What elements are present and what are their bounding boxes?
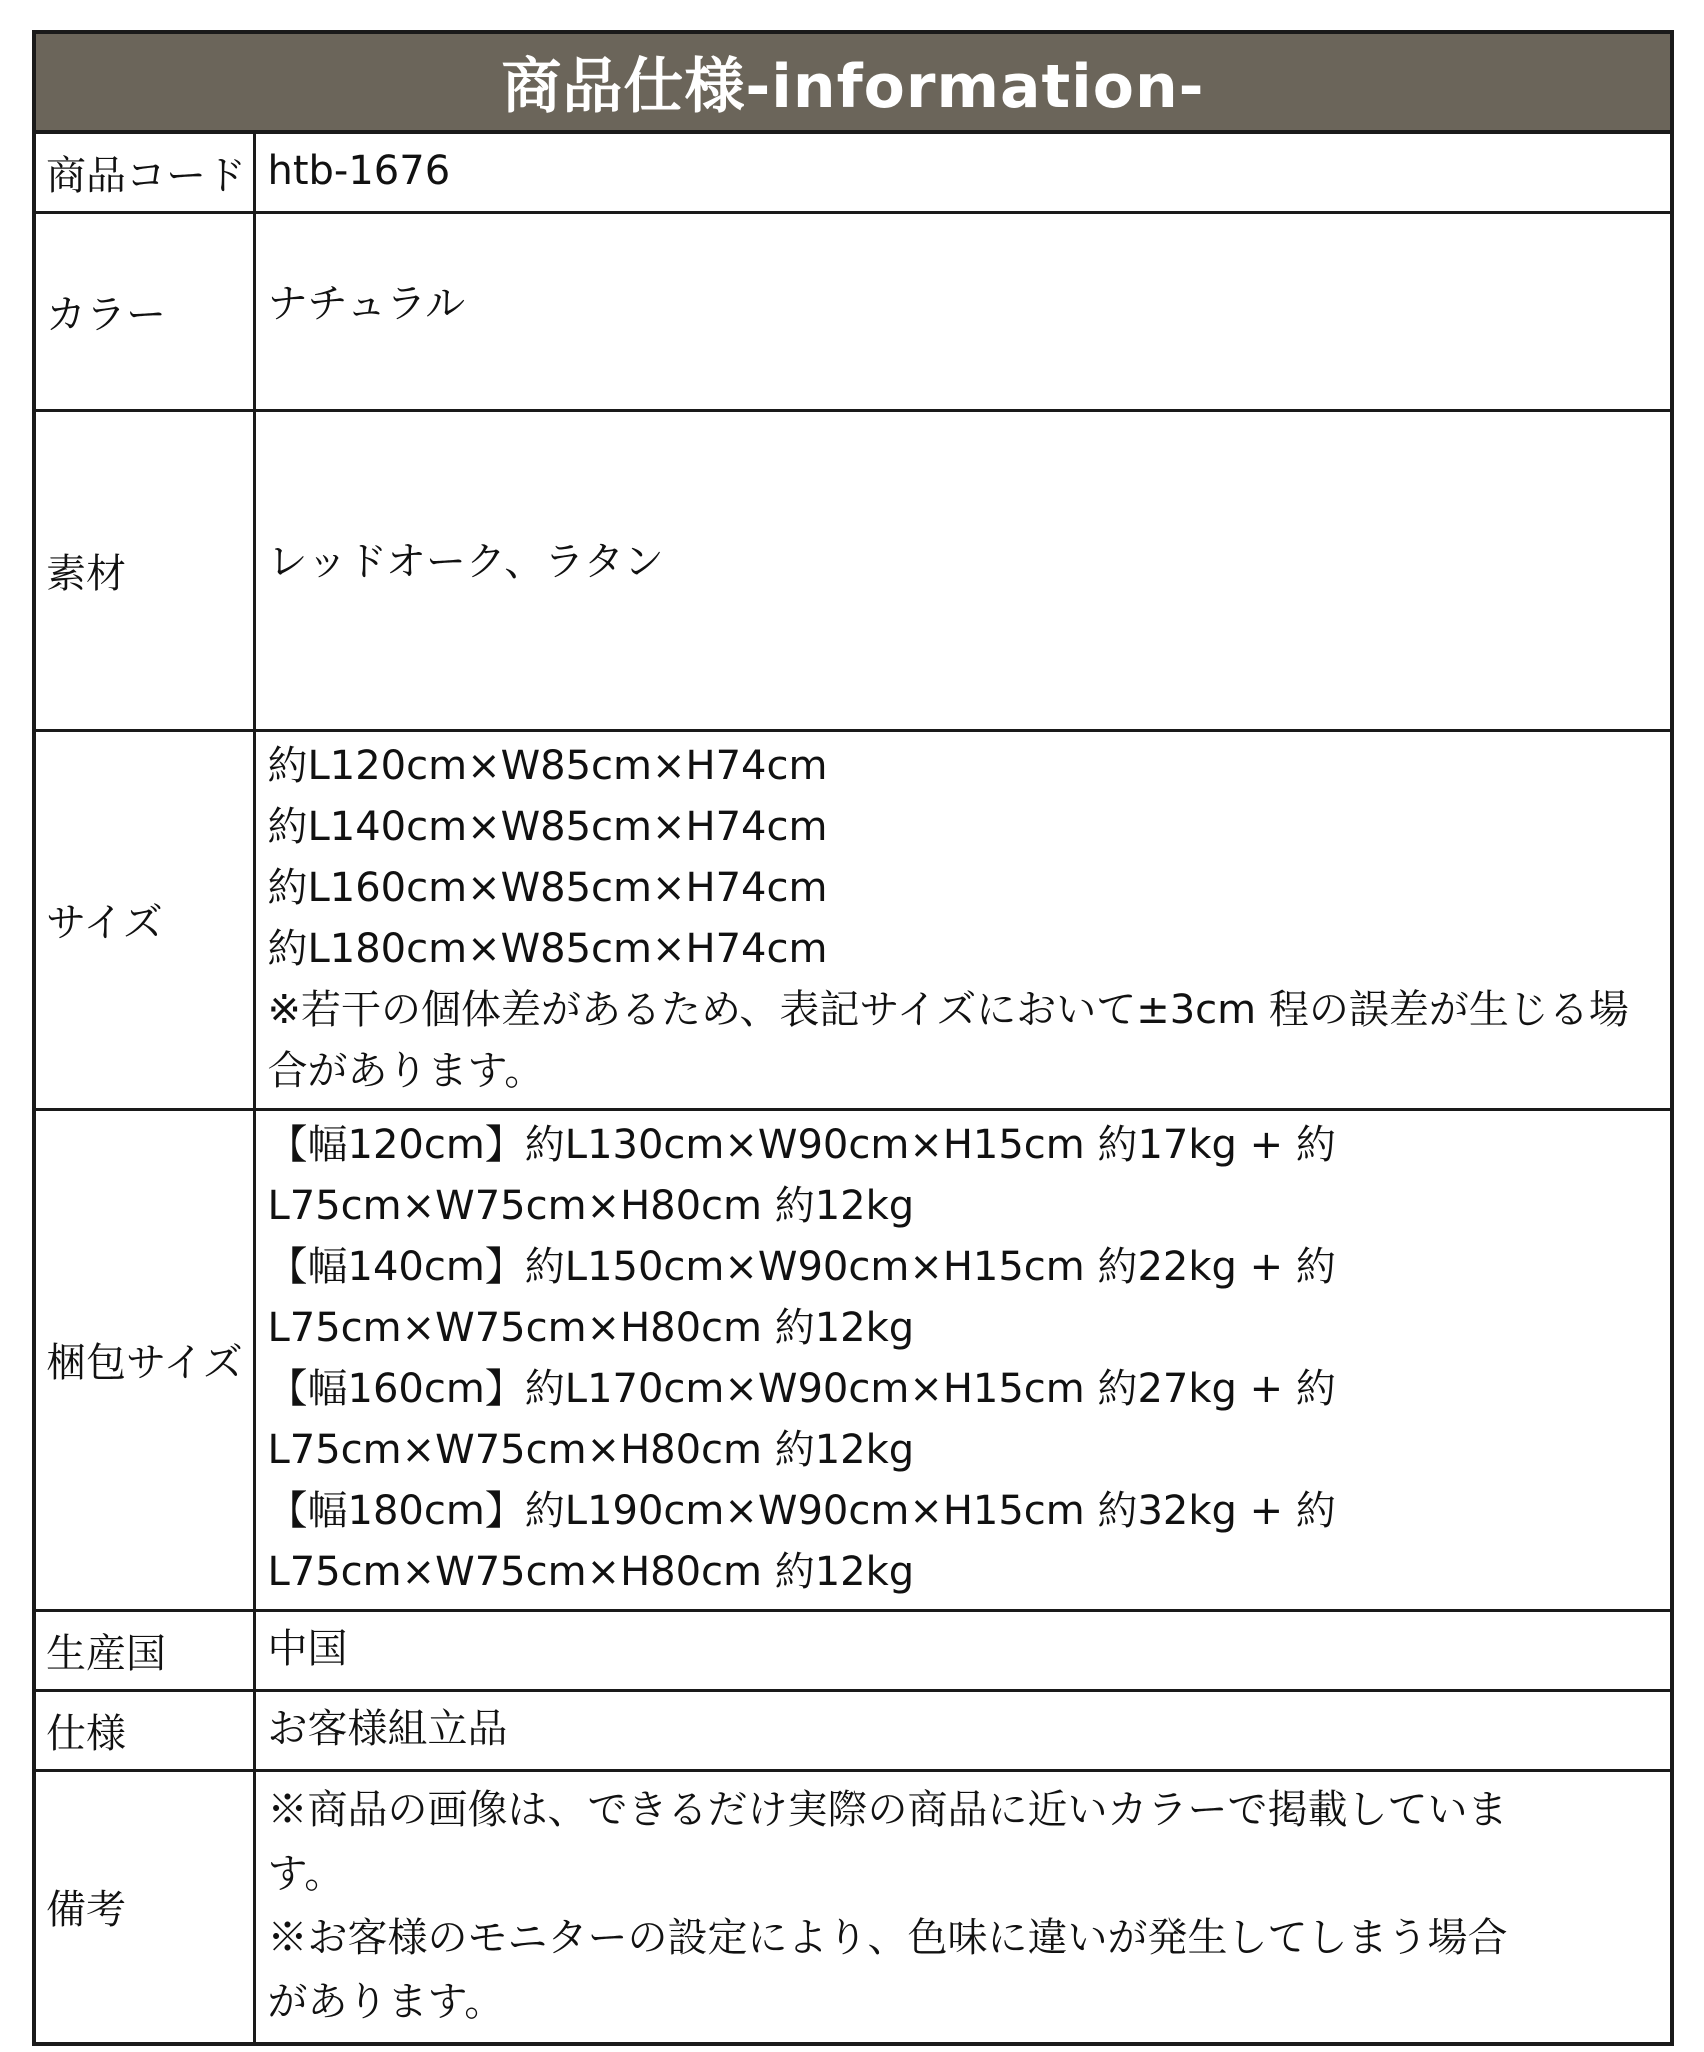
row-material bbox=[36, 410, 1670, 730]
spec-rows bbox=[36, 134, 1670, 2042]
value-line: 約L120cm×W85cm×H74cm bbox=[267, 742, 828, 789]
value-line: ナチュラル bbox=[267, 280, 466, 327]
value-line: 約L140cm×W85cm×H74cm bbox=[267, 803, 828, 850]
row-color bbox=[36, 212, 1670, 410]
value-line: 【幅160cm】約L170cm×W90cm×H15cm 約27kg + 約 bbox=[267, 1365, 1336, 1412]
spec-title: 商品仕様-information- bbox=[36, 34, 1670, 134]
value-line: L75cm×W75cm×H80cm 約12kg bbox=[267, 1304, 915, 1351]
label-notes: 備考 bbox=[36, 1770, 254, 2042]
value-line: 合があります。 bbox=[267, 1047, 545, 1094]
label-size: サイズ bbox=[36, 730, 254, 1109]
value-line: L75cm×W75cm×H80cm 約12kg bbox=[267, 1182, 915, 1229]
row-notes bbox=[36, 1770, 1670, 2042]
value-line: す。 bbox=[267, 1850, 345, 1897]
label-product-code: 商品コード bbox=[36, 134, 254, 212]
value-line: htb-1676 bbox=[267, 147, 451, 194]
label-package-size: 梱包サイズ bbox=[36, 1109, 254, 1610]
label-spec: 仕様 bbox=[36, 1690, 254, 1770]
label-color: カラー bbox=[36, 212, 254, 410]
value-line: 中国 bbox=[267, 1625, 348, 1672]
value-country bbox=[254, 1610, 1670, 1690]
value-line: 約L180cm×W85cm×H74cm bbox=[267, 925, 828, 972]
value-color bbox=[254, 212, 1670, 410]
value-line: ※お客様のモニターの設定により、色味に違いが発生してしまう場合 bbox=[267, 1914, 1508, 1961]
value-line: 約L160cm×W85cm×H74cm bbox=[267, 864, 828, 911]
value-product-code bbox=[254, 134, 1670, 212]
row-country bbox=[36, 1610, 1670, 1690]
row-size bbox=[36, 730, 1670, 1109]
value-line: ※若干の個体差があるため、表記サイズにおいて±3cm 程の誤差が生じる場 bbox=[267, 986, 1629, 1033]
value-line: があります。 bbox=[267, 1978, 505, 2025]
value-material bbox=[254, 410, 1670, 730]
value-line: お客様組立品 bbox=[267, 1705, 508, 1752]
value-line: 【幅180cm】約L190cm×W90cm×H15cm 約32kg + 約 bbox=[267, 1487, 1336, 1534]
row-package-size bbox=[36, 1109, 1670, 1610]
row-product-code bbox=[36, 134, 1670, 212]
value-line: ※商品の画像は、できるだけ実際の商品に近いカラーで掲載していま bbox=[267, 1786, 1508, 1833]
row-spec bbox=[36, 1690, 1670, 1770]
value-spec bbox=[254, 1690, 1670, 1770]
value-line: 【幅120cm】約L130cm×W90cm×H15cm 約17kg + 約 bbox=[267, 1121, 1336, 1168]
label-material: 素材 bbox=[36, 410, 254, 730]
value-line: レッドオーク、ラタン bbox=[267, 538, 664, 585]
value-line: 【幅140cm】約L150cm×W90cm×H15cm 約22kg + 約 bbox=[267, 1243, 1336, 1290]
value-line: L75cm×W75cm×H80cm 約12kg bbox=[267, 1426, 915, 1473]
label-country: 生産国 bbox=[36, 1610, 254, 1690]
value-line: L75cm×W75cm×H80cm 約12kg bbox=[267, 1548, 915, 1595]
value-size bbox=[254, 730, 1670, 1109]
value-package-size bbox=[254, 1109, 1670, 1610]
spec-table bbox=[32, 30, 1674, 2046]
value-notes bbox=[254, 1770, 1670, 2042]
